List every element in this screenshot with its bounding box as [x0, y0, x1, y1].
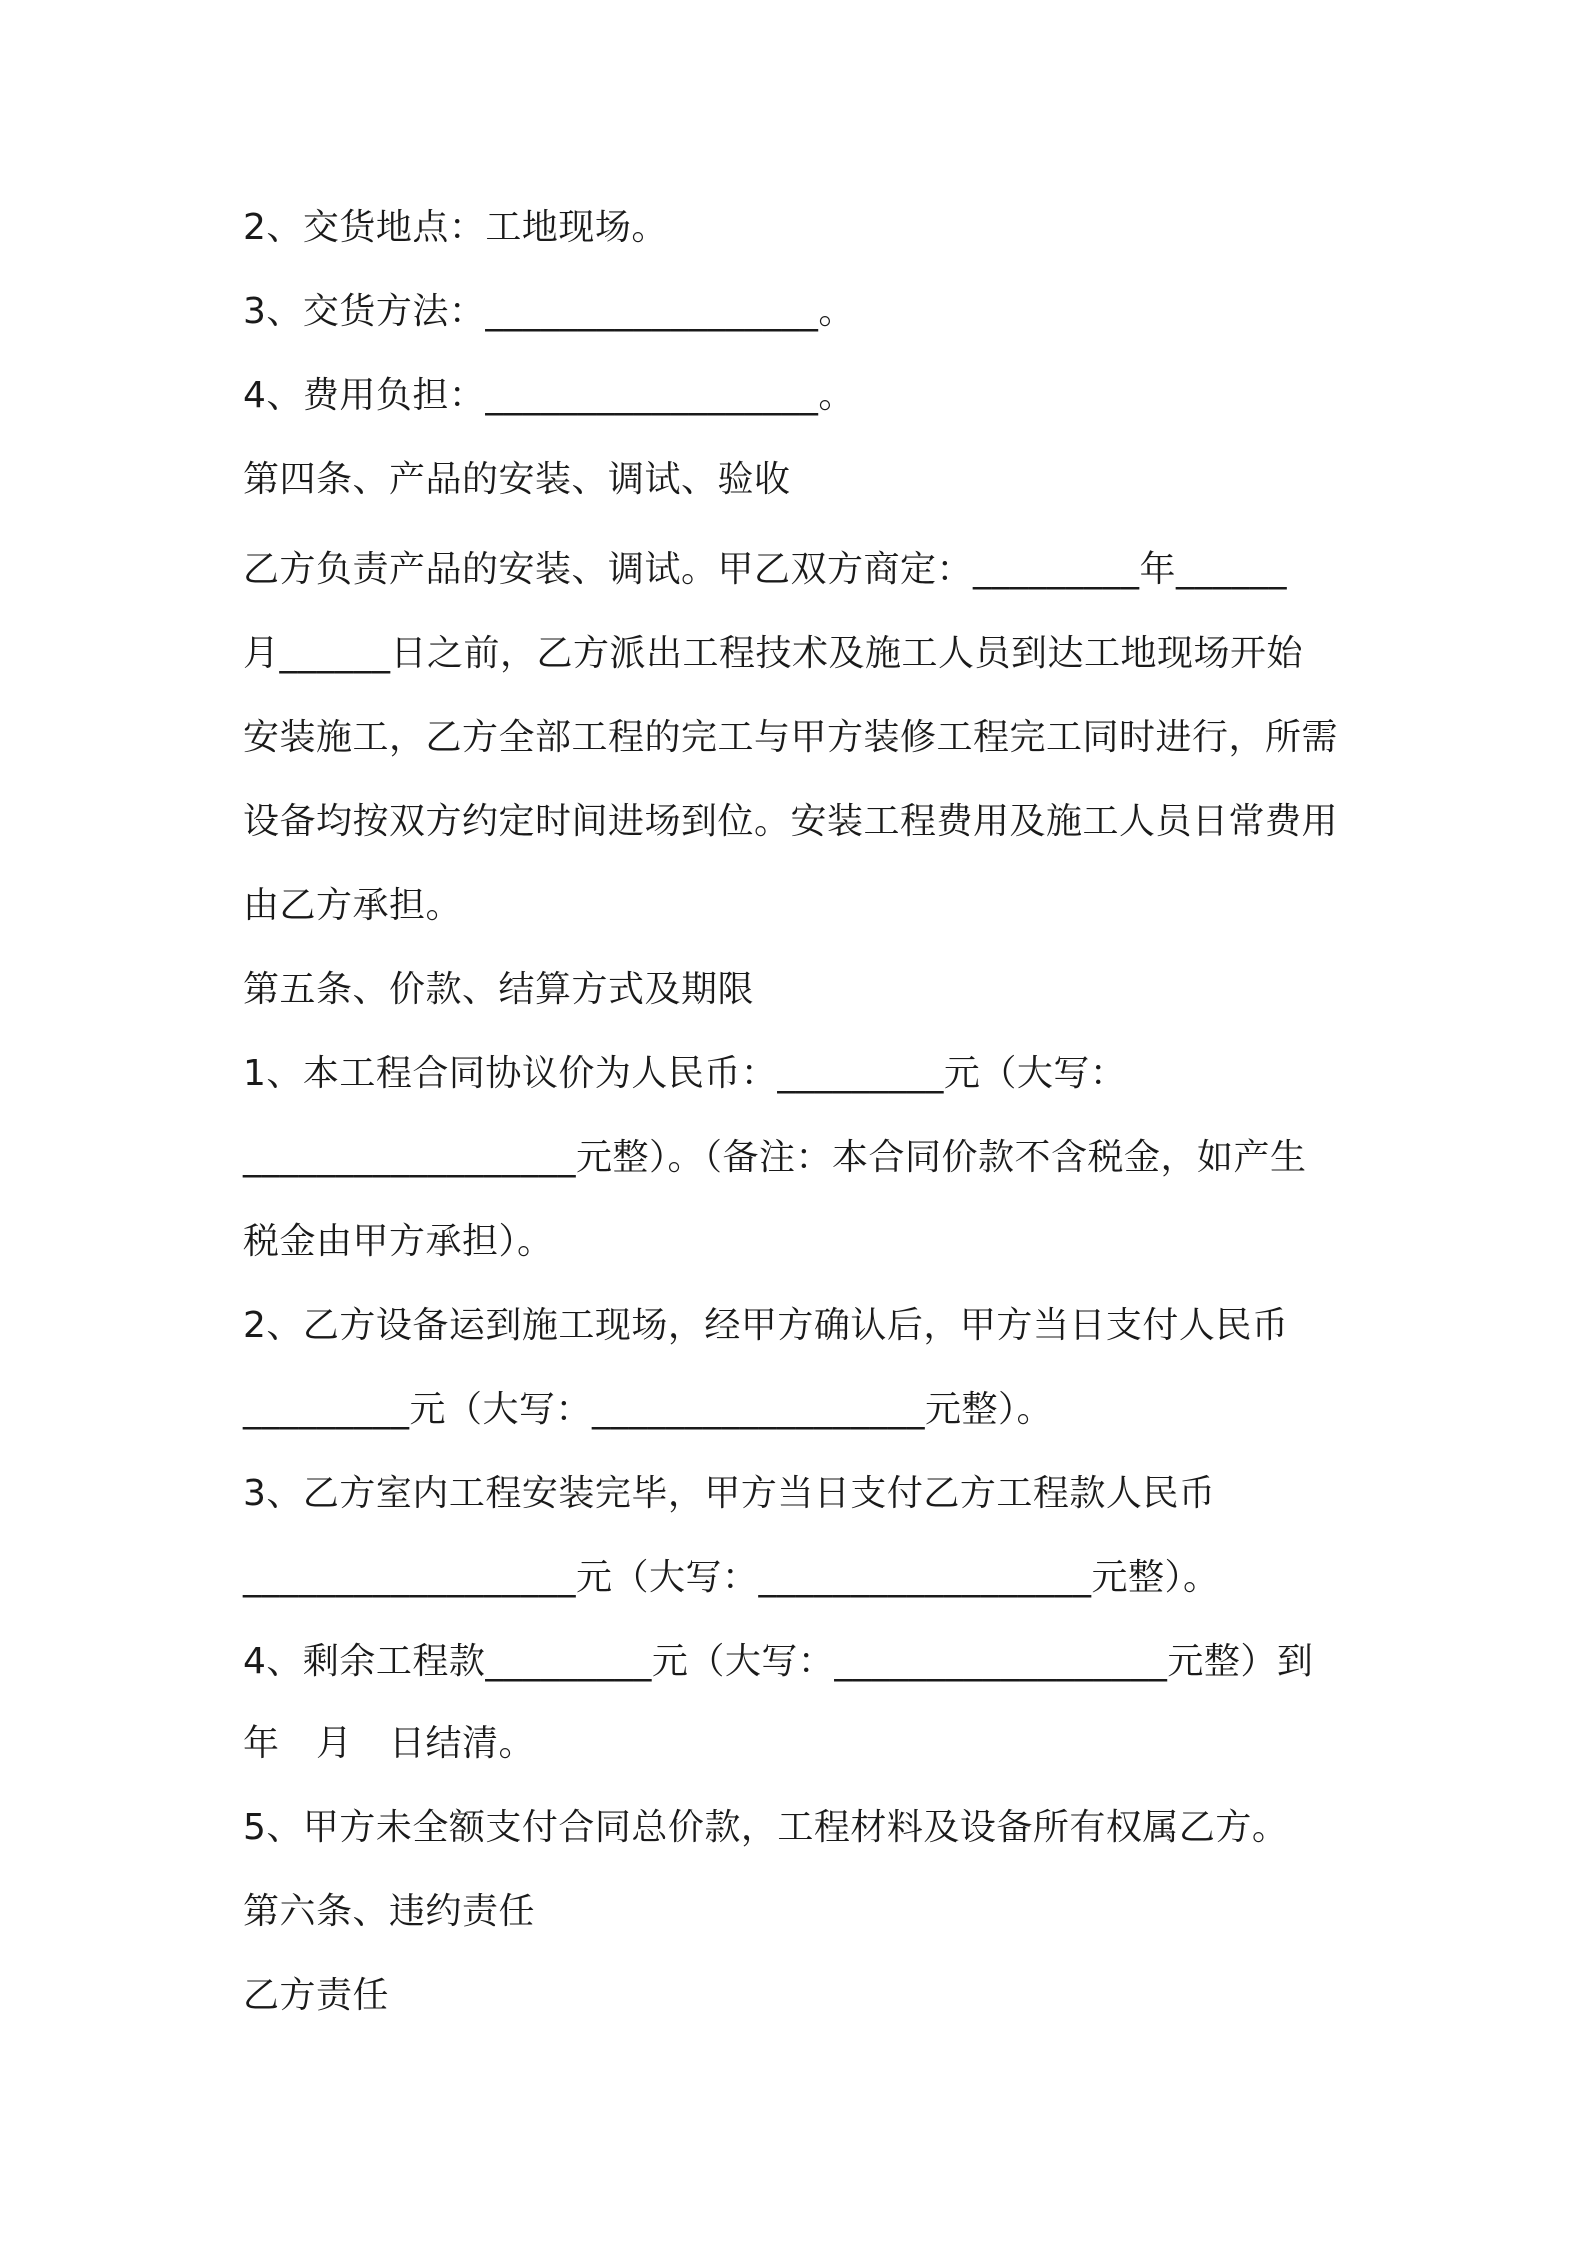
delivery-method-line: 3、交货方法：__________________。 — [243, 291, 855, 332]
article-five-heading: 第五条、价款、结算方式及期限 — [243, 969, 755, 1010]
paragraph-line: 3、乙方室内工程安装完毕，甲方当日支付乙方工程款人民币 — [243, 1473, 1216, 1514]
paragraph-line: 1、本工程合同协议价为人民币：_________元（大写： — [243, 1053, 1127, 1094]
paragraph-line: 2、乙方设备运到施工现场，经甲方确认后，甲方当日支付人民币 — [243, 1305, 1289, 1346]
paragraph-line: 由乙方承担。 — [243, 885, 463, 926]
article-four-heading: 第四条、产品的安装、调试、验收 — [243, 459, 791, 500]
delivery-location-line: 2、交货地点：工地现场。 — [243, 207, 668, 248]
paragraph-line: __________________元（大写：__________________元整）。 — [243, 1557, 1220, 1598]
paragraph-line: 乙方负责产品的安装、调试。甲乙双方商定：_________年______ — [243, 549, 1288, 590]
paragraph-line: 5、甲方未全额支付合同总价款，工程材料及设备所有权属乙方。 — [243, 1807, 1289, 1848]
paragraph-line: 安装施工，乙方全部工程的完工与甲方装修工程完工同时进行，所需 — [243, 717, 1339, 758]
subheading-party-b-responsibility: 乙方责任 — [243, 1975, 390, 2016]
paragraph-line: _________元（大写：__________________元整）。 — [243, 1389, 1054, 1430]
paragraph-line: 税金由甲方承担）。 — [243, 1221, 554, 1262]
article-six-heading: 第六条、违约责任 — [243, 1891, 536, 1932]
paragraph-line: 设备均按双方约定时间进场到位。安装工程费用及施工人员日常费用 — [243, 801, 1339, 842]
paragraph-line: 4、剩余工程款_________元（大写：__________________元整）到 — [243, 1641, 1314, 1682]
paragraph-line: 年 月 日结清。 — [243, 1723, 536, 1764]
paragraph-line: 月______日之前，乙方派出工程技术及施工人员到达工地现场开始 — [243, 633, 1304, 674]
paragraph-line: __________________元整）。（备注：本合同价款不含税金，如产生 — [243, 1137, 1307, 1178]
cost-bearing-line: 4、费用负担：__________________。 — [243, 375, 855, 416]
